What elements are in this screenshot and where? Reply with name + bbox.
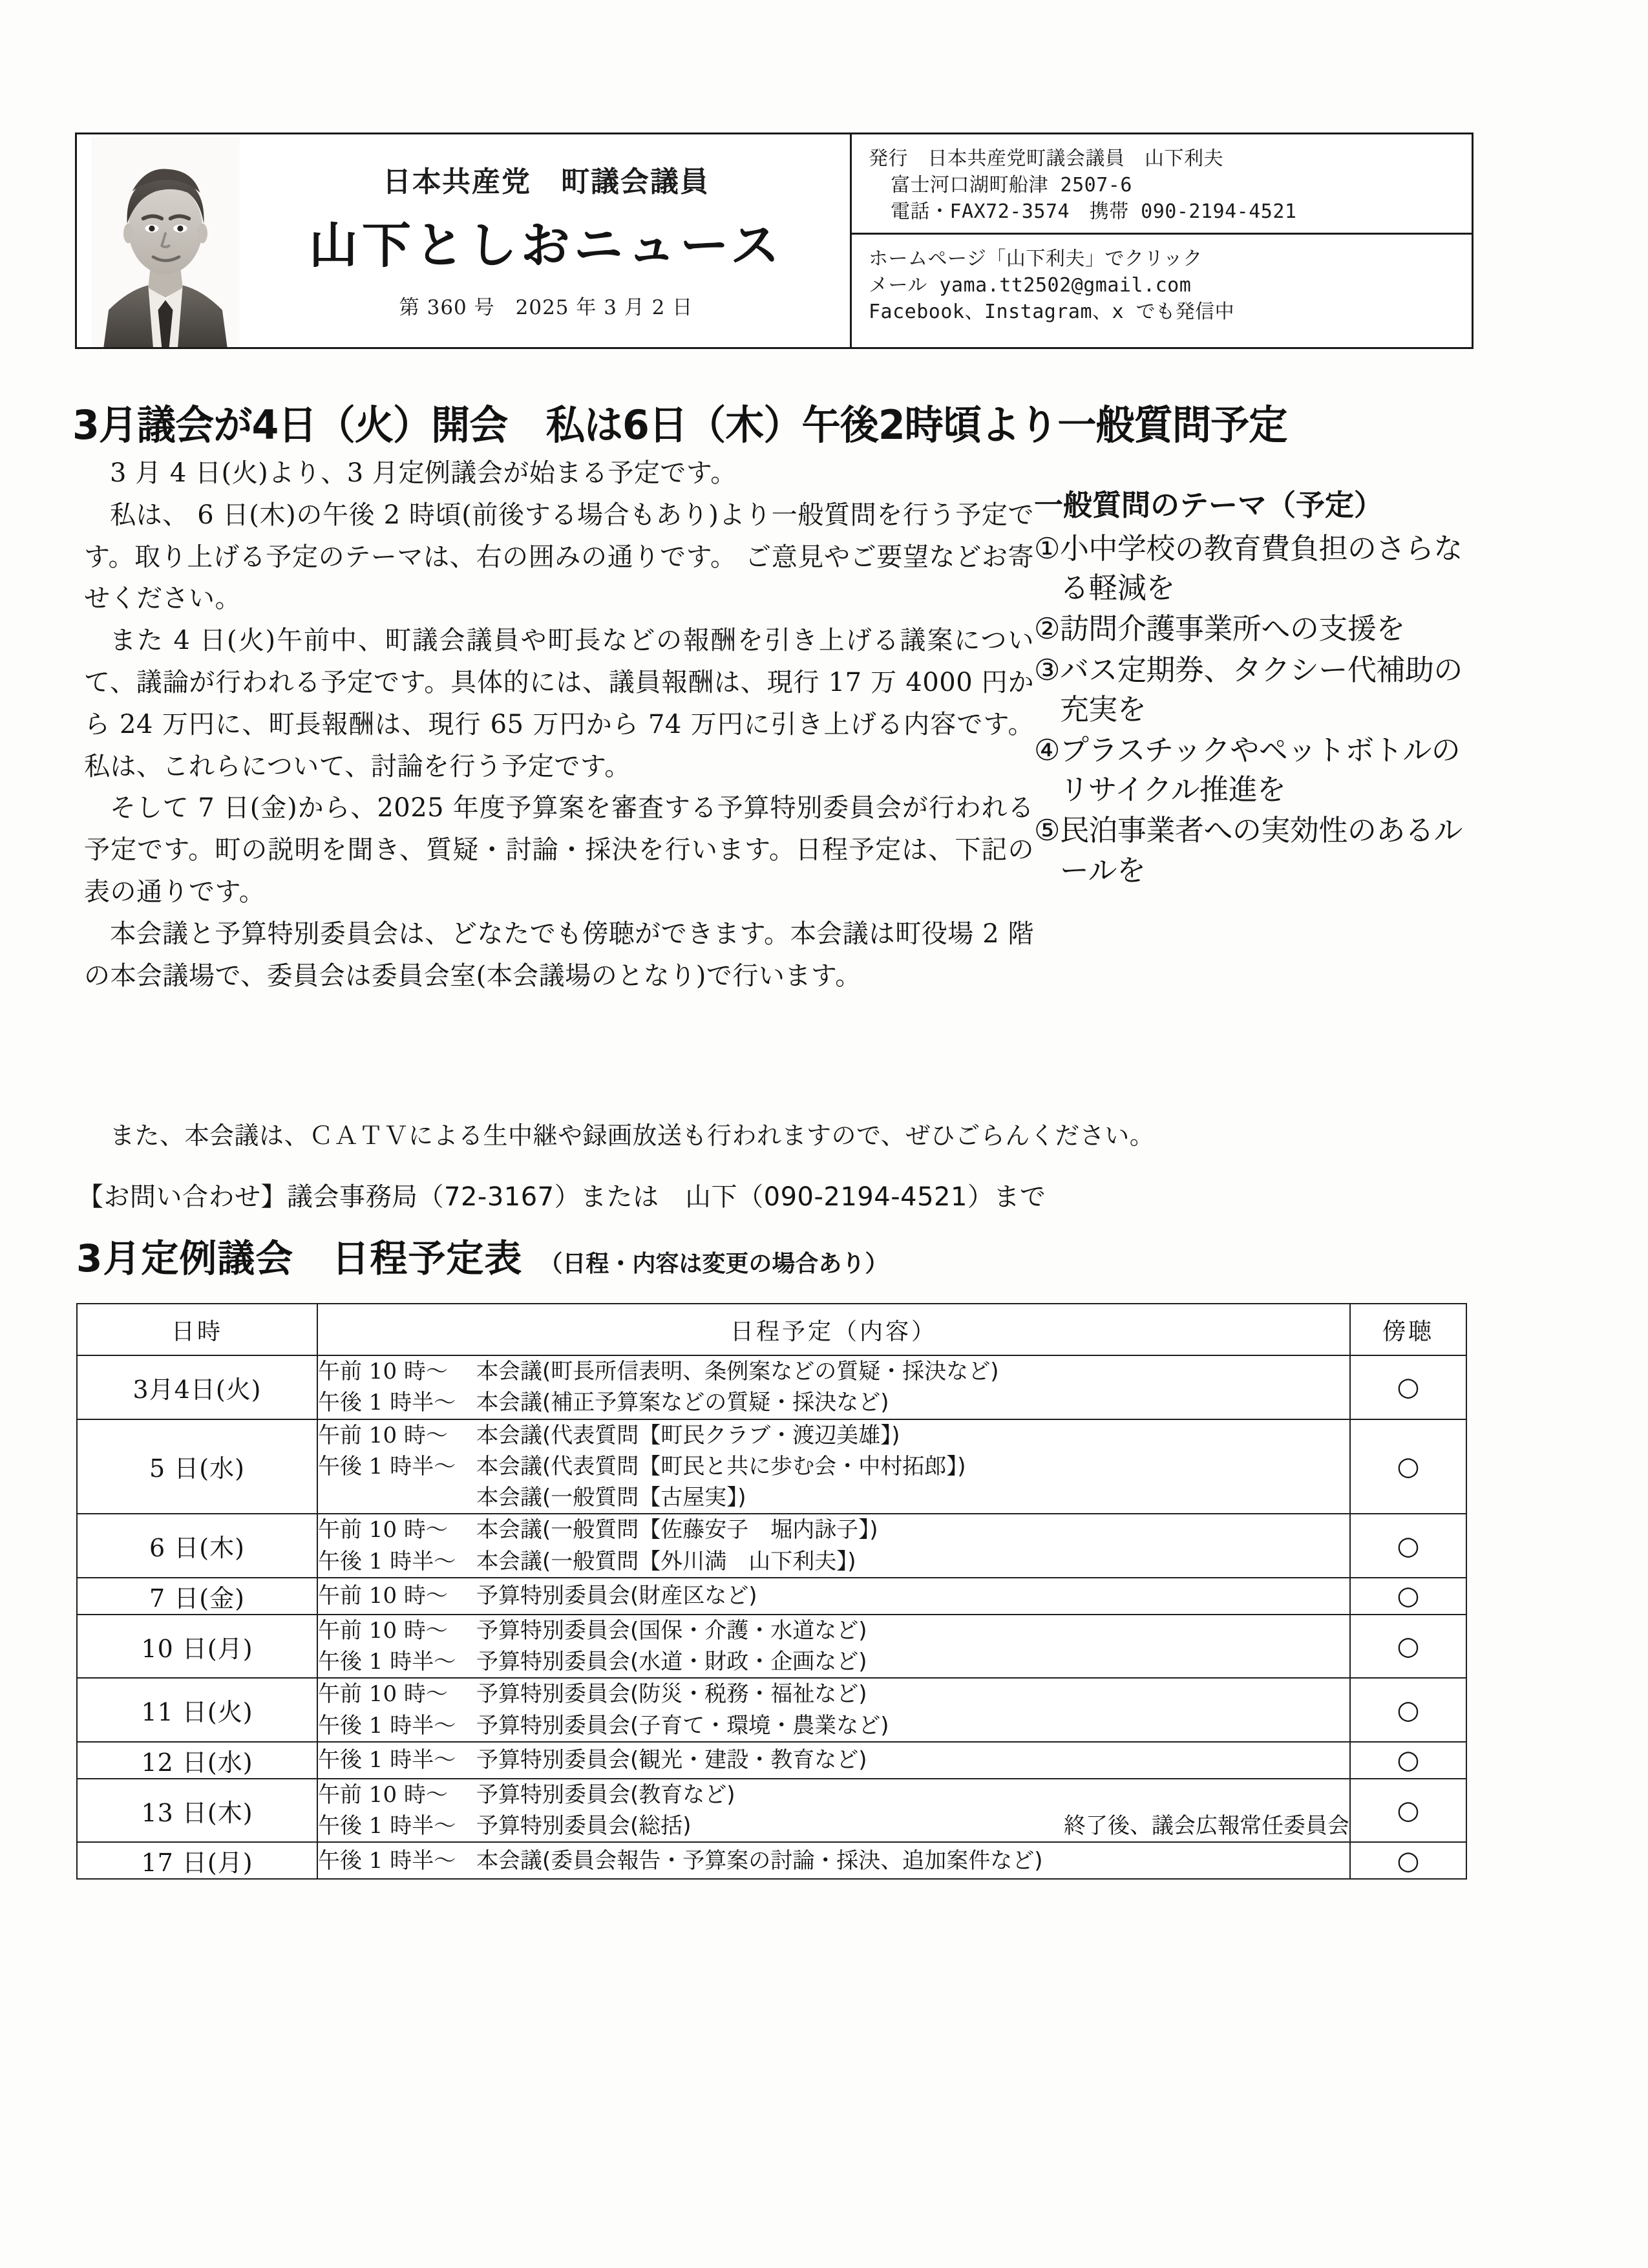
table-header-row <box>77 1304 1466 1355</box>
theme-item <box>1034 609 1480 648</box>
cell-content <box>317 1514 1350 1578</box>
schedule-event <box>318 1514 1349 1545</box>
email-line: メール yama.tt2502@gmail.com <box>869 274 1192 297</box>
event-time: 午後 1 時半〜 <box>318 1747 456 1774</box>
schedule-table-body <box>77 1355 1466 1879</box>
schedule-event <box>318 1580 1349 1611</box>
publisher-line-3: 電話・FAX72-3574 携帯 090-2194-4521 <box>891 200 1297 223</box>
schedule-event <box>318 1546 1349 1577</box>
schedule-event <box>318 1744 1349 1775</box>
event-time: 午後 1 時半〜 <box>318 1813 456 1839</box>
schedule-event <box>318 1356 1349 1387</box>
theme-number: ② <box>1034 611 1060 646</box>
event-description: 予算特別委員会(防災・税務・福祉など) <box>476 1681 867 1708</box>
cell-content <box>317 1419 1350 1514</box>
masthead <box>75 132 1474 349</box>
theme-text: プラスチックやペットボトルのリサイクル推進を <box>1059 732 1461 807</box>
column-header-watch: 傍聴 <box>1350 1304 1466 1355</box>
cell-date: 10 日(月) <box>77 1615 317 1679</box>
schedule-event <box>318 1387 1349 1418</box>
schedule-event <box>318 1810 1349 1841</box>
table-row <box>77 1678 1466 1742</box>
column-header-content: 日程予定（内容） <box>317 1304 1350 1355</box>
masthead-info-block <box>852 134 1472 347</box>
schedule-event <box>318 1646 1349 1677</box>
schedule-event <box>318 1615 1349 1646</box>
table-row <box>77 1514 1466 1578</box>
event-description: 予算特別委員会(水道・財政・企画など) <box>476 1649 867 1675</box>
schedule-event <box>318 1420 1349 1451</box>
event-time: 午後 1 時半〜 <box>318 1453 456 1479</box>
cell-date: 11 日(火) <box>77 1678 317 1742</box>
catv-broadcast-note: また、本会議は、ＣＡＴＶによる生中継や録画放送も行われますので、ぜひごらんください。 <box>110 1121 1155 1150</box>
table-row <box>77 1355 1466 1419</box>
cell-watch-allowed: ○ <box>1350 1514 1466 1578</box>
contact-note: 【お問い合わせ】議会事務局（72-3167）または 山下（090-2194-4521）まで <box>78 1182 1046 1212</box>
table-row <box>77 1419 1466 1514</box>
theme-text: バス定期券、タクシー代補助の充実を <box>1059 652 1463 726</box>
cell-watch-allowed: ○ <box>1350 1615 1466 1679</box>
event-description: 予算特別委員会(財産区など) <box>476 1583 757 1609</box>
cell-date: 3月4日(火) <box>77 1355 317 1419</box>
theme-number: ③ <box>1034 652 1060 687</box>
schedule-heading <box>76 1228 888 1282</box>
article-paragraph: 私は、 6 日(木)の午後 2 時頃(前後する場合もあり)より一般質問を行う予定です。取り上げる予定のテーマは、右の囲みの通りです。 ご意見やご要望などお寄せください。 <box>84 500 1034 614</box>
event-time: 午後 1 時半〜 <box>318 1649 456 1675</box>
event-time: 午前 10 時〜 <box>318 1681 448 1708</box>
column-header-date: 日時 <box>77 1304 317 1355</box>
cell-date: 5 日(水) <box>77 1419 317 1514</box>
event-description: 本会議(補正予算案などの質疑・採決など) <box>476 1390 889 1416</box>
event-description: 本会議(代表質問【町民クラブ・渡辺美雄】) <box>476 1422 900 1448</box>
issue-line: 第 360 号 2025 年 3 月 2 日 <box>399 295 693 319</box>
masthead-title-block <box>77 134 852 347</box>
table-row <box>77 1742 1466 1779</box>
event-description: 本会議(一般質問【佐藤安子 堀内詠子】) <box>476 1517 878 1543</box>
cell-content <box>317 1678 1350 1742</box>
party-line: 日本共産党 町議会議員 <box>383 165 710 198</box>
event-time: 午前 10 時〜 <box>318 1359 448 1384</box>
schedule-event <box>318 1779 1349 1810</box>
article-body <box>84 452 1034 997</box>
cell-content <box>317 1742 1350 1779</box>
event-time: 午後 1 時半〜 <box>318 1847 456 1874</box>
homepage-line: ホームページ「山下利夫」でクリック <box>869 248 1203 271</box>
cell-date: 13 日(木) <box>77 1779 317 1843</box>
schedule-event <box>318 1451 1349 1482</box>
table-row <box>77 1779 1466 1843</box>
event-time: 午後 1 時半〜 <box>318 1548 456 1574</box>
cell-watch-allowed: ○ <box>1350 1678 1466 1742</box>
cell-content <box>317 1578 1350 1615</box>
cell-content <box>317 1355 1350 1419</box>
schedule-event <box>318 1679 1349 1710</box>
themes-title: 一般質問のテーマ（予定） <box>1034 488 1384 522</box>
schedule-event <box>318 1845 1349 1876</box>
paper-name: 山下としおニュース <box>308 216 784 274</box>
event-time: 午前 10 時〜 <box>318 1583 448 1609</box>
event-description: 予算特別委員会(子育て・環境・農業など) <box>476 1712 889 1739</box>
event-description: 予算特別委員会(観光・建設・教育など) <box>476 1747 867 1774</box>
event-extra-note: 終了後、議会広報常任委員会 <box>1064 1813 1349 1839</box>
event-description: 予算特別委員会(国保・介護・水道など) <box>476 1617 867 1644</box>
event-description: 予算特別委員会(教育など) <box>476 1781 735 1808</box>
theme-number: ⑤ <box>1034 813 1060 848</box>
event-time: 午後 1 時半〜 <box>318 1712 456 1739</box>
social-line: Facebook、Instagram、x でも発信中 <box>869 300 1235 323</box>
event-time: 午後 1 時半〜 <box>318 1390 456 1416</box>
portrait-photo <box>89 137 242 347</box>
schedule-event <box>318 1710 1349 1741</box>
web-contact-block <box>852 235 1472 332</box>
cell-watch-allowed: ○ <box>1350 1779 1466 1843</box>
schedule-event <box>318 1482 1349 1513</box>
cell-watch-allowed: ○ <box>1350 1578 1466 1615</box>
event-description: 予算特別委員会(総括) <box>476 1813 692 1839</box>
cell-date: 6 日(木) <box>77 1514 317 1578</box>
theme-text: 訪問介護事業所への支援を <box>1059 611 1405 646</box>
cell-watch-allowed: ○ <box>1350 1419 1466 1514</box>
article-paragraph: 本会議と予算特別委員会は、どなたでも傍聴ができます。本会議は町役場 2 階の本会議場で、委員会は委員会室(本会議場のとなり)で行います。 <box>84 918 1034 991</box>
article-paragraph: そして 7 日(金)から、2025 年度予算案を審査する予算特別委員会が行われる予定です。町の説明を聞き、質疑・討論・採決を行います。日程予定は、下記の表の通りです。 <box>84 793 1034 907</box>
publisher-line-2: 富士河口湖町船津 2507-6 <box>891 173 1132 196</box>
theme-number: ① <box>1034 531 1060 566</box>
cell-date: 7 日(金) <box>77 1578 317 1615</box>
publisher-block <box>852 134 1472 235</box>
cell-date: 12 日(水) <box>77 1742 317 1779</box>
theme-item <box>1034 650 1480 729</box>
theme-item <box>1034 730 1480 809</box>
cell-watch-allowed: ○ <box>1350 1842 1466 1879</box>
theme-text: 民泊事業者への実効性のあるルールを <box>1059 813 1463 887</box>
event-description: 本会議(一般質問【古屋実】) <box>476 1485 746 1511</box>
table-row <box>77 1615 1466 1679</box>
schedule-heading-sub: （日程・内容は変更の場合あり） <box>539 1251 889 1277</box>
main-headline: 3月議会が4日（火）開会 私は6日（木）午後2時頃より一般質問予定 <box>72 401 1287 449</box>
cell-watch-allowed: ○ <box>1350 1355 1466 1419</box>
cell-content <box>317 1842 1350 1879</box>
schedule-table <box>76 1303 1467 1880</box>
article-paragraph: 3 月 4 日(火)より、3 月定例議会が始まる予定です。 <box>110 458 737 488</box>
cell-watch-allowed: ○ <box>1350 1742 1466 1779</box>
event-time: 午前 10 時〜 <box>318 1517 448 1543</box>
theme-number: ④ <box>1034 732 1060 767</box>
question-themes-box <box>1034 482 1480 891</box>
event-time: 午前 10 時〜 <box>318 1422 448 1448</box>
cell-date: 17 日(月) <box>77 1842 317 1879</box>
event-description: 本会議(一般質問【外川満 山下利夫】) <box>476 1548 856 1574</box>
theme-item <box>1034 529 1480 608</box>
cell-content <box>317 1779 1350 1843</box>
event-time: 午前 10 時〜 <box>318 1617 448 1644</box>
event-description: 本会議(代表質問【町民と共に歩む会・中村拓郎】) <box>476 1453 966 1479</box>
schedule-heading-main: 3月定例議会 日程予定表 <box>76 1236 523 1280</box>
theme-item <box>1034 811 1480 889</box>
table-row <box>77 1842 1466 1879</box>
table-row <box>77 1578 1466 1615</box>
event-description: 本会議(町長所信表明、条例案などの質疑・採決など) <box>476 1359 999 1384</box>
event-description: 本会議(委員会報告・予算案の討論・採決、追加案件など) <box>476 1847 1043 1874</box>
theme-text: 小中学校の教育費負担のさらなる軽減を <box>1059 531 1463 606</box>
article-paragraph: また 4 日(火)午前中、町議会議員や町長などの報酬を引き上げる議案について、議論が行われる予定です。具体的には、議員報酬は、現行 17 万 4000 円から 24 万円に、町長報酬は、現行 65 万円から 74 万円に引き上げる内容です。私は、これらについて、討論を行う予定です。 <box>84 626 1034 781</box>
event-time: 午前 10 時〜 <box>318 1781 448 1808</box>
cell-content <box>317 1615 1350 1679</box>
publisher-line-1: 発行 日本共産党町議会議員 山下利夫 <box>869 147 1223 170</box>
